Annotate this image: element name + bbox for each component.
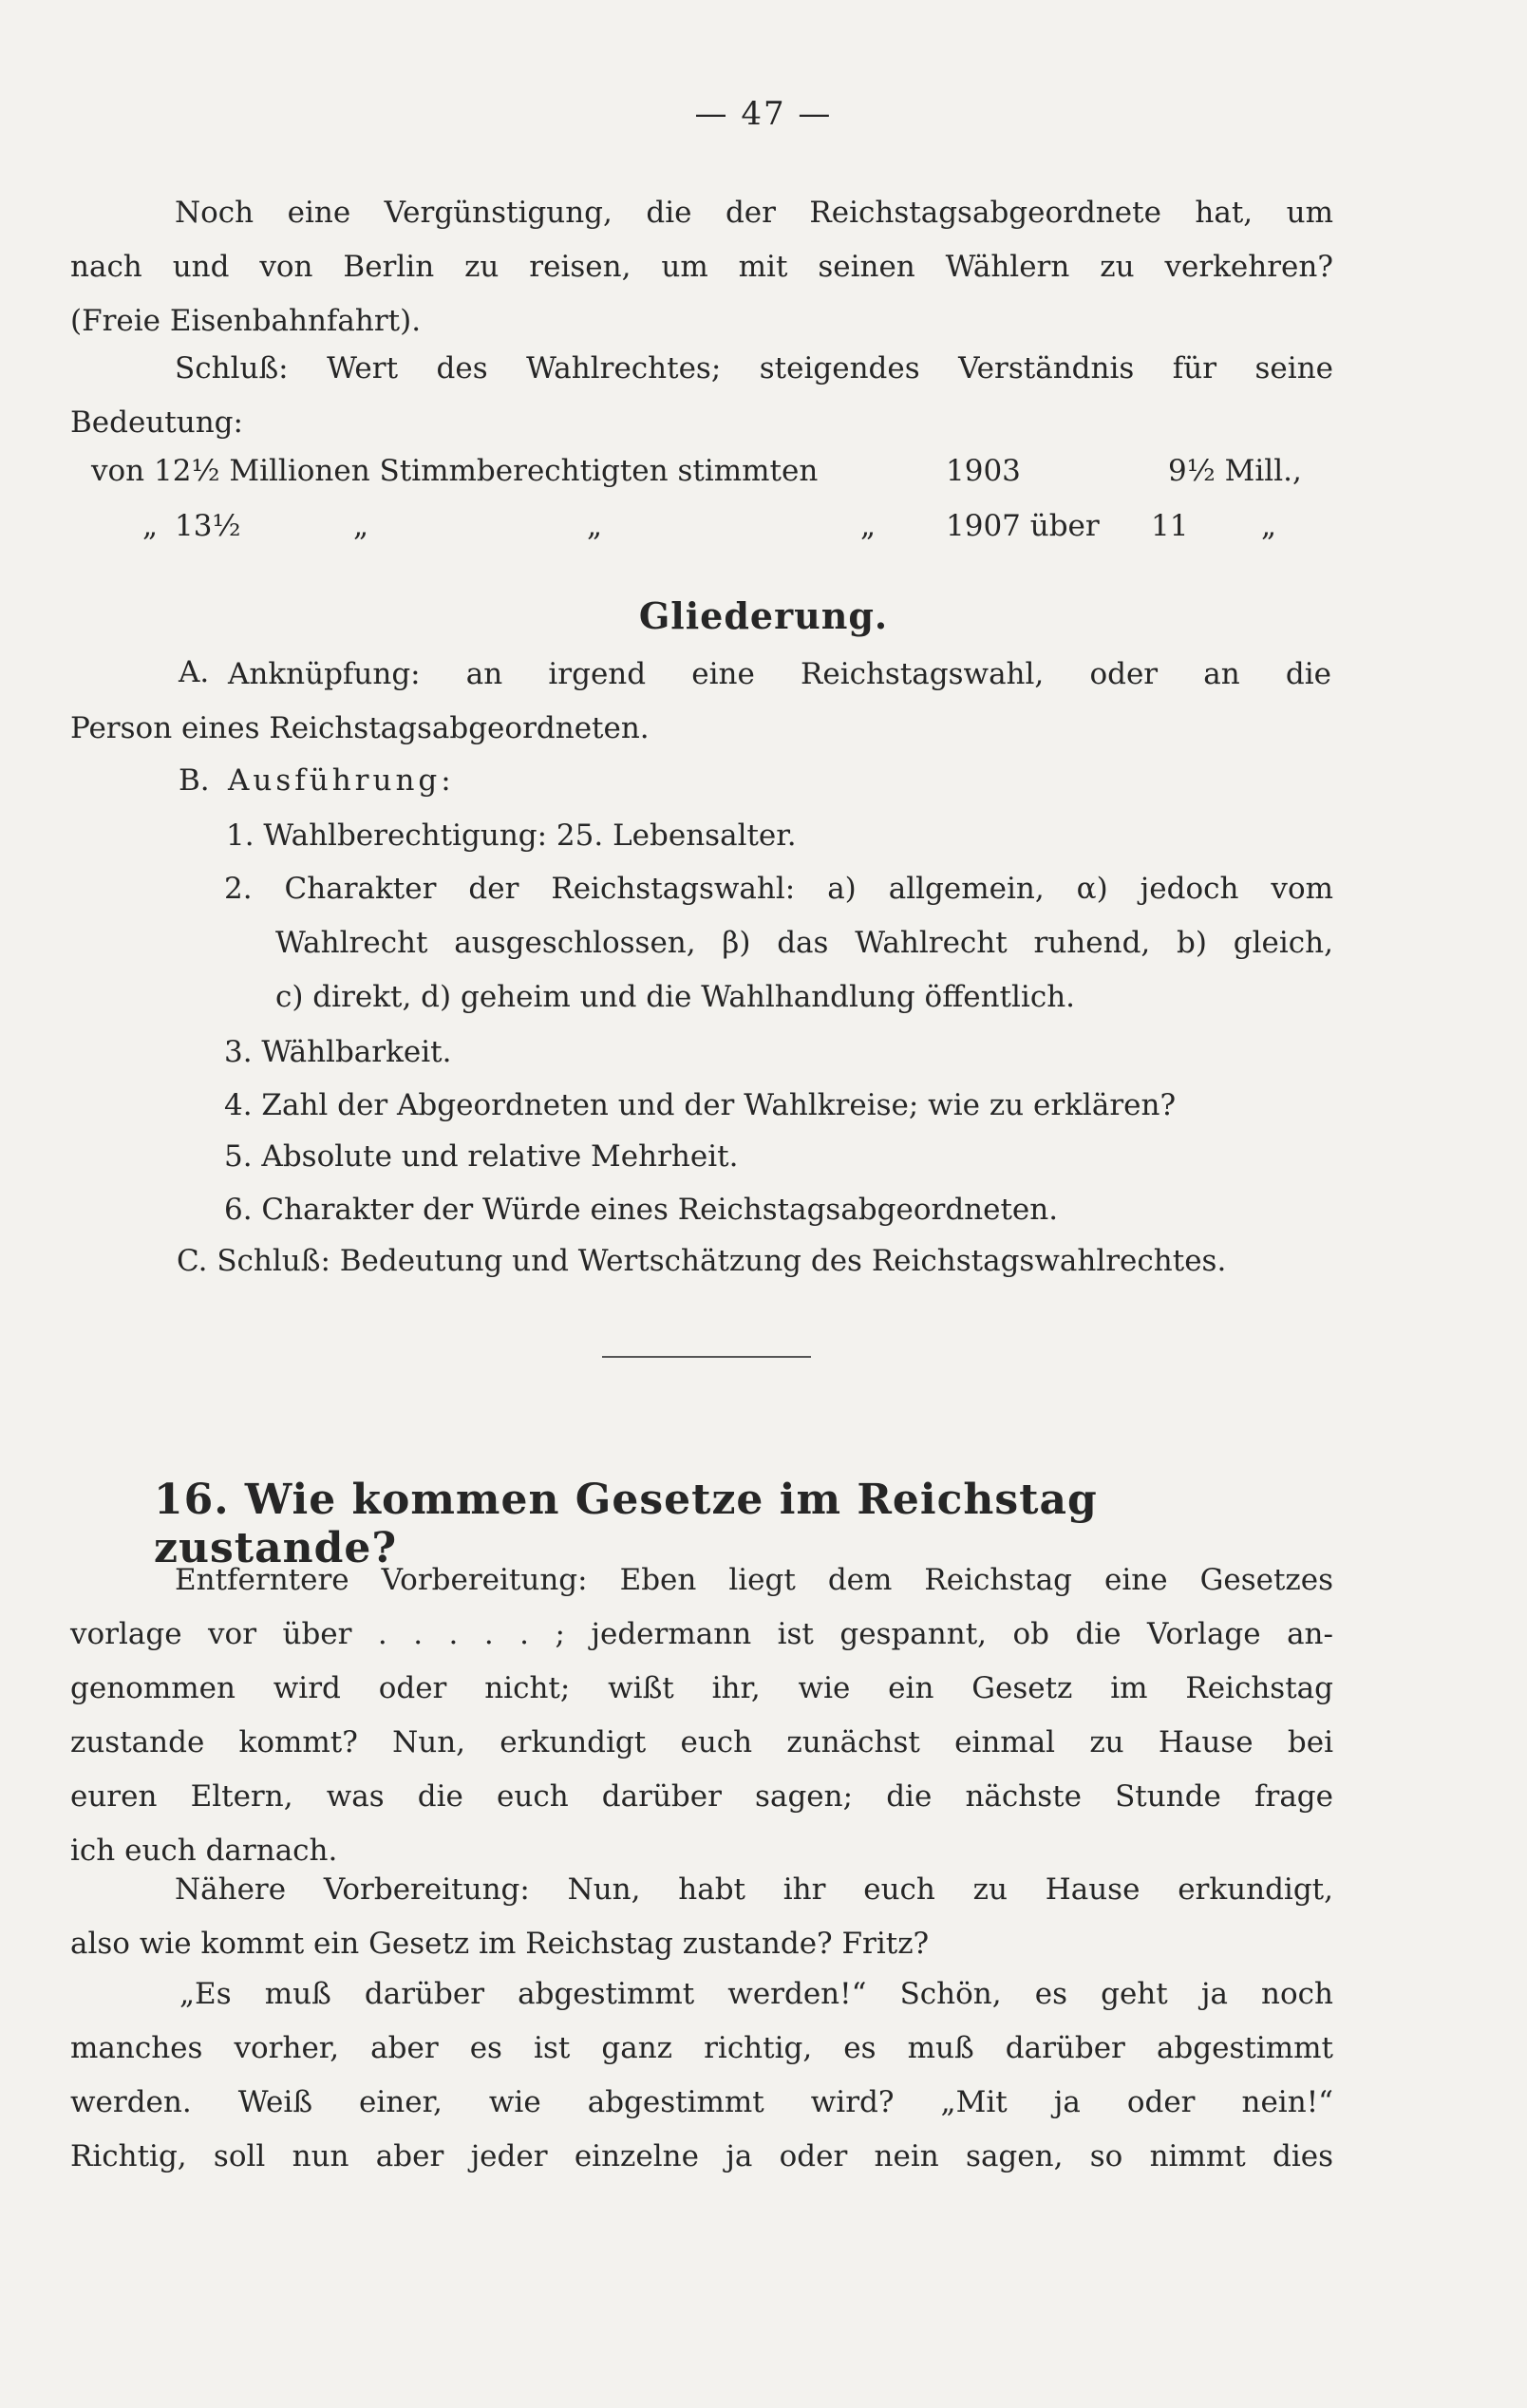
- text-line: c) direkt, d) geheim und die Wahlhandlung öffentlich.: [275, 980, 1076, 1014]
- text-line: nach und von Berlin zu reisen, um mit seinen Wählern zu verkehren?: [70, 250, 1333, 284]
- outline-item: 5. Absolute und relative Mehrheit.: [224, 1139, 739, 1174]
- outline-item: 3. Wählbarkeit.: [224, 1035, 452, 1069]
- outline-item-2: [224, 862, 1333, 1025]
- page-number: — 47 —: [694, 95, 833, 133]
- outline-item: 6. Charakter der Würde eines Reichstagsabgeordneten.: [224, 1193, 1059, 1227]
- outline-item: 1. Wahlberechtigung: 25. Lebensalter.: [226, 818, 797, 853]
- outline-item: 4. Zahl der Abgeordneten und der Wahlkreise; wie zu erklären?: [224, 1088, 1177, 1122]
- stats-row-1-value: 9½ Mill.,: [1168, 454, 1302, 488]
- text-line: Nähere Vorbereitung: Nun, habt ihr euch zu Hause erkundigt,: [175, 1872, 1333, 1907]
- section-16-para-3: [70, 1967, 1333, 2184]
- text-line: manches vorher, aber es ist ganz richtig, es muß darüber abgestimmt: [70, 2031, 1333, 2065]
- text-line: Entferntere Vorbereitung: Eben liegt dem Reichstag eine Gesetzes: [175, 1563, 1333, 1597]
- stats-row-1-label: von 12½ Millionen Stimmberechtigten stimmten: [91, 454, 819, 488]
- text-line: 2. Charakter der Reichstagswahl: a) allgemein, α) jedoch vom: [224, 872, 1333, 906]
- section-b-label: B.: [179, 763, 210, 798]
- text-line: werden. Weiß einer, wie abgestimmt wird? „Mit ja oder nein!“: [70, 2085, 1333, 2119]
- ditto-mark: „: [142, 509, 159, 543]
- ditto-mark: „: [1261, 509, 1277, 543]
- section-b-title: Ausführung:: [228, 763, 455, 798]
- intro-paragraph: [70, 186, 1333, 348]
- text-line: Anknüpfung: an irgend eine Reichstagswahl, oder an die: [228, 657, 1331, 691]
- text-line: euren Eltern, was die euch darüber sagen; die nächste Stunde frage: [70, 1779, 1333, 1814]
- stats-row-2-value: 11: [1151, 509, 1189, 543]
- text-line: Bedeutung:: [70, 405, 243, 440]
- text-line: (Freie Eisenbahnfahrt).: [70, 304, 422, 338]
- text-line: Schluß: Wert des Wahlrechtes; steigendes Verständnis für seine: [175, 351, 1333, 386]
- text-line: Richtig, soll nun aber jeder einzelne ja oder nein sagen, so nimmt dies: [70, 2139, 1333, 2173]
- section-a-label: A.: [179, 655, 210, 689]
- ditto-mark: „: [860, 509, 877, 543]
- section-16-para-2: [70, 1863, 1333, 1971]
- ditto-mark: „: [353, 509, 369, 543]
- text-line: also wie kommt ein Gesetz im Reichstag zustande? Fritz?: [70, 1927, 930, 1961]
- text-line: Person eines Reichstagsabgeordneten.: [70, 711, 650, 745]
- section-a-text: [228, 648, 1331, 702]
- section-16-para-1: [70, 1553, 1333, 1878]
- stats-row-2-num: 13½: [175, 509, 241, 543]
- text-line: „Es muß darüber abgestimmt werden!“ Schön, es geht ja noch: [179, 1977, 1333, 2011]
- text-line: Noch eine Vergünstigung, die der Reichstagsabgeordnete hat, um: [175, 196, 1333, 230]
- text-line: genommen wird oder nicht; wißt ihr, wie ein Gesetz im Reichstag: [70, 1671, 1333, 1705]
- section-16-title: 16. Wie kommen Gesetze im Reichstag zustande?: [154, 1476, 1098, 1572]
- ditto-mark: „: [587, 509, 603, 543]
- stats-row-1-year: 1903: [946, 454, 1021, 488]
- divider: [602, 1356, 811, 1358]
- section-c-line: C. Schluß: Bedeutung und Wertschätzung des Reichstagswahlrechtes.: [177, 1244, 1227, 1278]
- text-line: zustande kommt? Nun, erkundigt euch zunächst einmal zu Hause bei: [70, 1725, 1333, 1759]
- gliederung-heading: Gliederung.: [638, 594, 889, 637]
- section-a-text-cont: [70, 702, 1333, 756]
- text-line: Wahlrecht ausgeschlossen, β) das Wahlrecht ruhend, b) gleich,: [275, 926, 1333, 960]
- text-line: ich euch darnach.: [70, 1834, 338, 1868]
- text-line: vorlage vor über . . . . . ; jedermann ist gespannt, ob die Vorlage an-: [70, 1617, 1333, 1651]
- stats-row-2-year: 1907 über: [946, 509, 1100, 543]
- schluss-paragraph: [70, 342, 1333, 450]
